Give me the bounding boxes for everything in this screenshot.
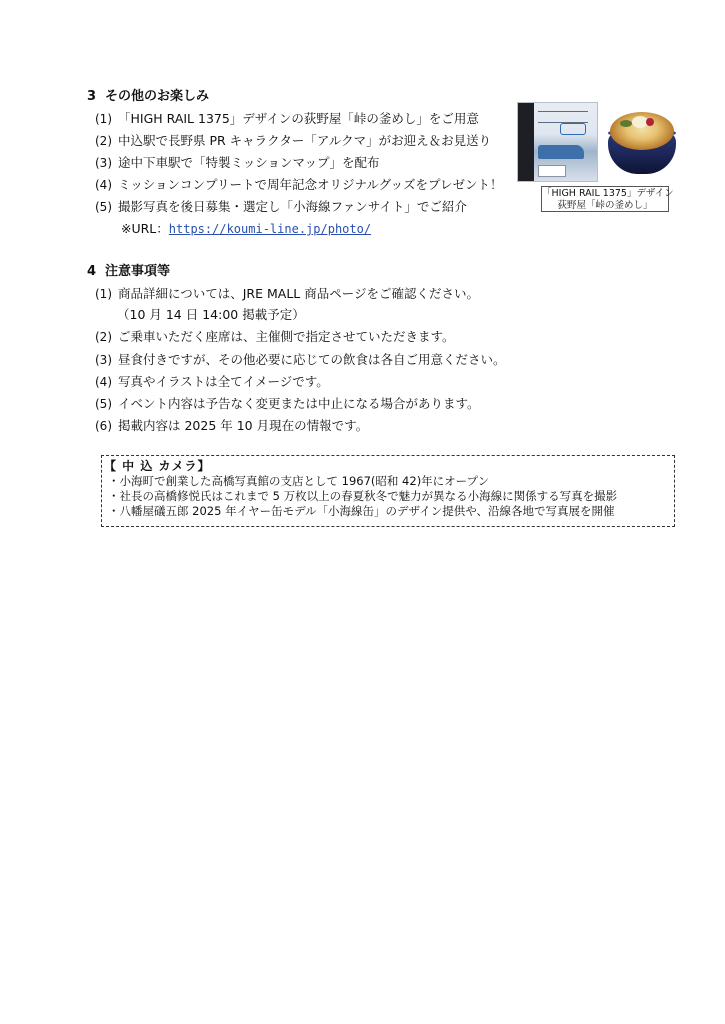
section-3-item-1	[95, 110, 479, 128]
item-text: 撮影写真を後日募集・選定し「小海線ファンサイト」でご紹介	[118, 199, 467, 214]
item-text: 商品詳細については、JRE MALL 商品ページをご確認ください。	[118, 286, 479, 301]
section-3-number: 3	[87, 89, 97, 104]
item-number: (2)	[95, 134, 112, 148]
item-text: 昼食付きですが、その他必要に応じての飲食は各自ご用意ください。	[118, 352, 506, 367]
section-4-item-2	[95, 328, 455, 346]
kamameshi-bowl-image	[606, 106, 678, 176]
item-number: (1)	[95, 287, 112, 301]
photo-caption	[541, 186, 674, 212]
item-number: (5)	[95, 200, 112, 214]
item-text: 掲載内容は 2025 年 10 月現在の情報です。	[118, 418, 369, 433]
url-label: ※URL：	[121, 221, 169, 236]
item-text: 中込駅で長野県 PR キャラクター「アルクマ」がお迎え＆お見送り	[118, 133, 492, 148]
profile-line-1: ・小海町で創業した高橋写真館の支店として 1967(昭和 42)年にオープン	[108, 474, 490, 488]
item-number: (4)	[95, 375, 112, 389]
item-number: (3)	[95, 156, 112, 170]
section-4-title: 注意事項等	[105, 264, 171, 279]
kamameshi-photo	[513, 102, 675, 182]
item-number: (3)	[95, 353, 112, 367]
section-3-item-2	[95, 132, 491, 150]
item-number: (6)	[95, 419, 112, 433]
section-3-item-4	[95, 176, 503, 194]
section-4-item-3	[95, 351, 506, 369]
caption-line-2: 荻野屋「峠の釜めし」	[557, 200, 653, 211]
section-4-number: 4	[87, 264, 97, 279]
caption-line-1: 「HIGH RAIL 1375」デザイン	[542, 188, 674, 199]
section-3-title: その他のお楽しみ	[105, 89, 210, 104]
item-text: 途中下車駅で「特製ミッションマップ」を配布	[118, 155, 380, 170]
section-4-heading	[87, 263, 170, 281]
section-4-item-4	[95, 373, 329, 391]
item-text: ご乗車いただく座席は、主催側で指定させていただきます。	[118, 329, 455, 344]
item-text: 写真やイラストは全てイメージです。	[118, 374, 329, 389]
item-number: (2)	[95, 330, 112, 344]
item-text: 「HIGH RAIL 1375」デザインの荻野屋「峠の釜めし」をご用意	[118, 111, 479, 126]
item-number: (4)	[95, 178, 112, 192]
profile-box-title: 【 中 込 カメラ】	[104, 459, 211, 473]
profile-line-2: ・社長の高橋修悦氏はこれまで 5 万枚以上の春夏秋冬で魅力が異なる小海線に関係する写真を撮影	[108, 489, 618, 503]
item-text: イベント内容は予告なく変更または中止になる場合があります。	[118, 396, 480, 411]
section-3-item-5	[95, 198, 467, 216]
url-line	[121, 220, 371, 238]
section-4-item-1-sub: （10 月 14 日 14:00 掲載予定）	[117, 307, 305, 322]
section-4-item-6	[95, 417, 368, 435]
item-number: (1)	[95, 112, 112, 126]
fan-site-link[interactable]: https://koumi-line.jp/photo/	[168, 222, 372, 236]
high-rail-pamphlet-image	[517, 102, 598, 182]
section-3-item-3	[95, 154, 380, 172]
section-4-item-1	[95, 285, 479, 303]
section-3-heading	[87, 88, 209, 106]
profile-line-3: ・八幡屋礒五郎 2025 年イヤー缶モデル「小海線缶」のデザイン提供や、沿線各地で写真展を開催	[108, 504, 615, 518]
section-4-item-5	[95, 395, 480, 413]
item-text: ミッションコンプリートで周年記念オリジナルグッズをプレゼント！	[118, 177, 503, 192]
item-number: (5)	[95, 397, 112, 411]
